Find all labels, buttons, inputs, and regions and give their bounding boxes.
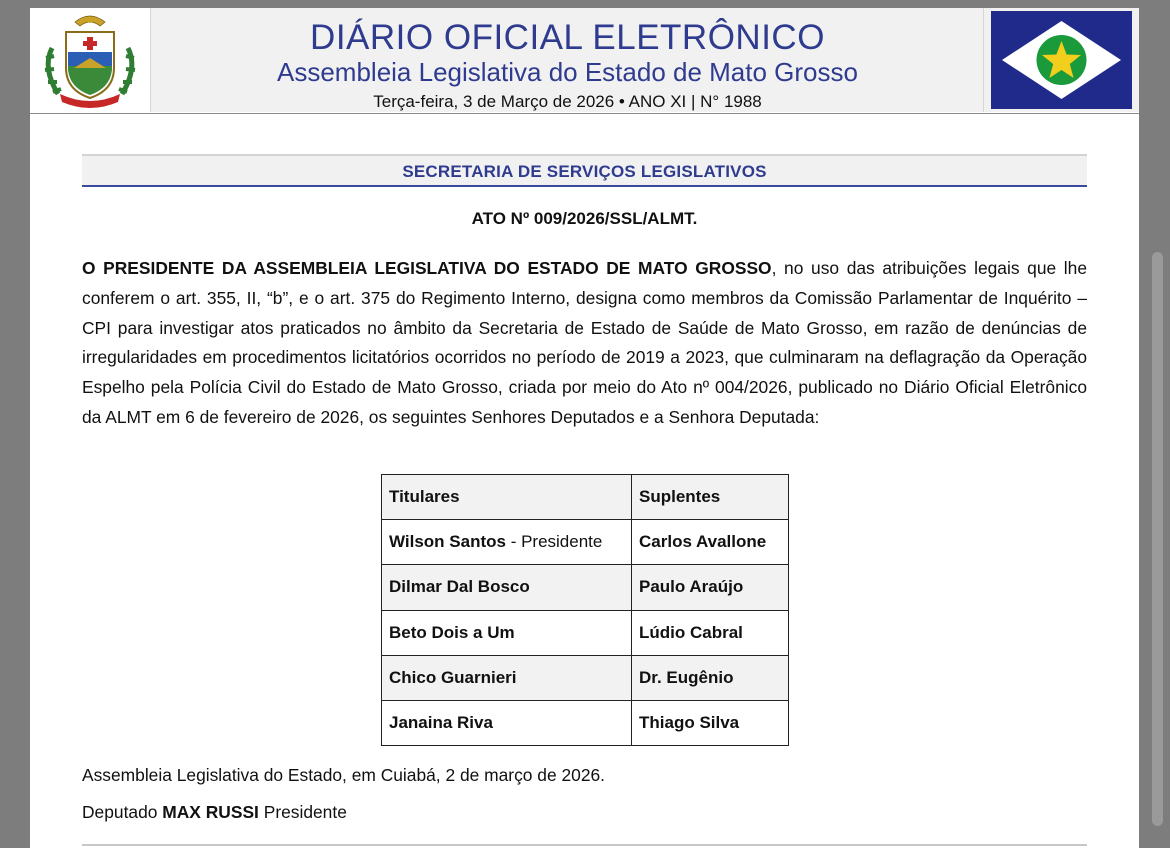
mato-grosso-flag-icon xyxy=(991,11,1132,109)
document-page xyxy=(30,8,1139,848)
titular-cell: Chico Guarnieri xyxy=(382,655,632,700)
titular-cell: Beto Dois a Um xyxy=(382,610,632,655)
suplente-cell: Thiago Silva xyxy=(632,700,789,745)
table-row xyxy=(382,655,789,700)
vertical-scrollbar[interactable] xyxy=(1152,252,1163,826)
document-header xyxy=(30,8,1139,114)
table-row xyxy=(382,610,789,655)
titular-role: - Presidente xyxy=(505,532,603,552)
act-text: , no uso das atribuições legais que lhe conferem o art. 355, II, “b”, e o art. 375 do Regimento Interno, designa como membros da Comissão Parlamentar de Inquérito – CPI para investigar atos praticados no âmbito da Secretaria de Estado de Saúde de Mato Grosso, em razão de denúncias de irregularidades em procedimentos licitatórios ocorridos no período de 2019 a 2023, que culminaram na deflagração da Operação Espelho pela Polícia Civil do Estado de Mato Grosso, criada por meio do Ato nº 004/2026, publicado no Diário Oficial Eletrônico da ALMT em 6 de fevereiro de 2026, os seguintes Senhores Deputados e a Senhora Deputada: xyxy=(82,258,1087,427)
act-body xyxy=(82,254,1087,433)
institution-name: Assembleia Legislativa do Estado de Mato Grosso xyxy=(277,57,858,87)
titular-cell xyxy=(382,520,632,565)
divider xyxy=(82,844,1087,846)
header-title-block xyxy=(151,8,984,112)
act-number: ATO Nº 009/2026/SSL/ALMT. xyxy=(471,209,698,228)
closing-line: Assembleia Legislativa do Estado, em Cuiabá, 2 de março de 2026. xyxy=(82,765,605,785)
table-row xyxy=(382,520,789,565)
edition-dateline: Terça-feira, 3 de Março de 2026 • ANO XI | N° 1988 xyxy=(373,92,762,111)
table-row xyxy=(382,565,789,610)
suplente-cell: Lúdio Cabral xyxy=(632,610,789,655)
header-titulares: Titulares xyxy=(382,475,632,520)
signature-suffix: Presidente xyxy=(258,802,347,822)
table-header-row xyxy=(382,475,789,520)
suplente-cell: Dr. Eugênio xyxy=(632,655,789,700)
suplente-cell: Paulo Araújo xyxy=(632,565,789,610)
titular-name: Wilson Santos xyxy=(389,532,506,552)
act-intro: O PRESIDENTE DA ASSEMBLEIA LEGISLATIVA DO ESTADO DE MATO GROSSO xyxy=(82,258,772,278)
header-suplentes: Suplentes xyxy=(632,475,789,520)
signature-line xyxy=(82,802,347,823)
suplente-cell: Carlos Avallone xyxy=(632,520,789,565)
titular-cell: Janaina Riva xyxy=(382,700,632,745)
signature-prefix: Deputado xyxy=(82,802,163,822)
titular-cell: Dilmar Dal Bosco xyxy=(382,565,632,610)
section-title: SECRETARIA DE SERVIÇOS LEGISLATIVOS xyxy=(402,162,767,181)
members-table xyxy=(381,474,789,746)
signature-name: MAX RUSSI xyxy=(162,802,259,822)
section-header xyxy=(82,154,1087,187)
flag-container xyxy=(984,8,1139,112)
coat-of-arms-container xyxy=(30,8,151,112)
coat-of-arms-icon xyxy=(30,8,151,112)
journal-title: DIÁRIO OFICIAL ELETRÔNICO xyxy=(310,18,825,57)
table-row xyxy=(382,700,789,745)
